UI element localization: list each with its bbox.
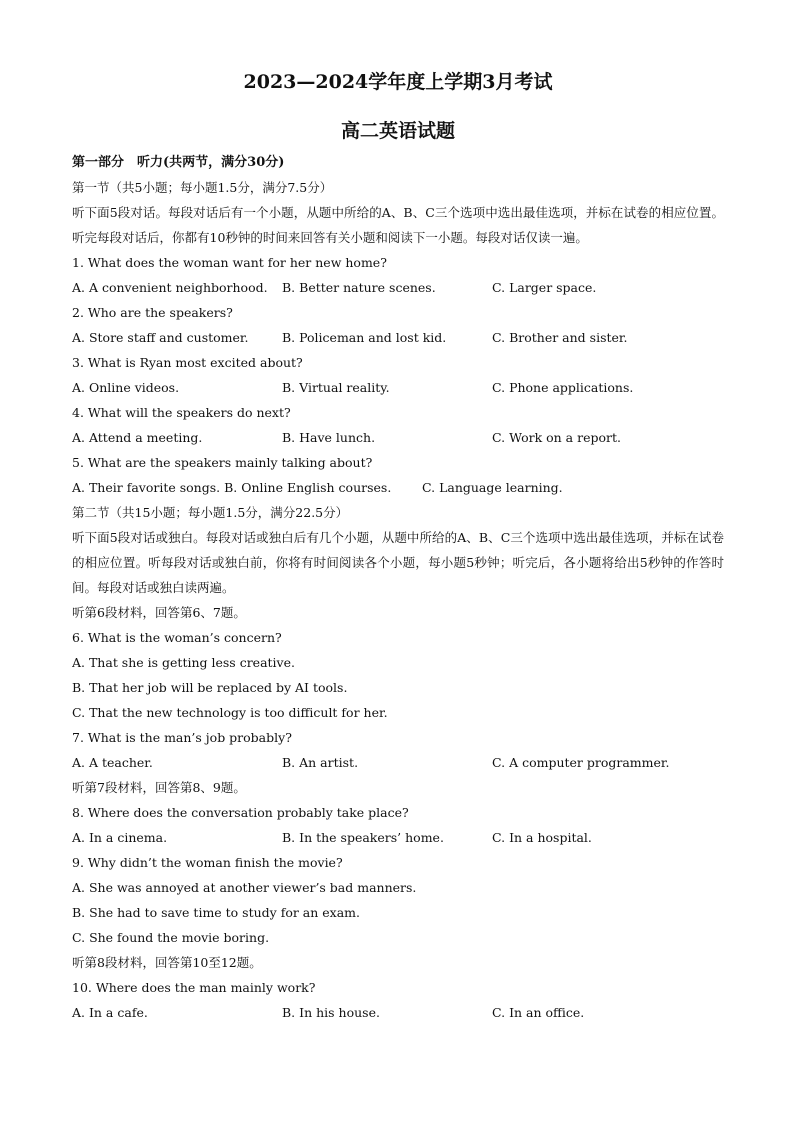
option-b: B. An artist.: [282, 755, 359, 770]
option-a: A. In a cafe.: [72, 1005, 148, 1020]
option-c: C. Larger space.: [492, 280, 597, 295]
option-a: A. A teacher.: [72, 755, 153, 770]
question-8-options: [72, 825, 724, 850]
option-a: A. Attend a meeting.: [72, 430, 203, 445]
option-b: B. Better nature scenes.: [282, 280, 436, 295]
option-b: B. In the speakers’ home.: [282, 830, 444, 845]
option-b: B. She had to save time to study for an exam.: [72, 905, 361, 920]
section2-heading: 第二节（共15小题；每小题1.5分，满分22.5分）: [72, 505, 349, 520]
option-c: C. Brother and sister.: [492, 330, 628, 345]
question-10: 10. Where does the man mainly work?: [72, 980, 316, 995]
question-4: 4. What will the speakers do next?: [72, 405, 291, 420]
question-7-options: [72, 750, 724, 775]
option-c: C. Phone applications.: [492, 380, 634, 395]
question-3: 3. What is Ryan most excited about?: [72, 355, 303, 370]
option-b: B. That her job will be replaced by AI tools.: [72, 680, 348, 695]
question-1-options: [72, 275, 724, 300]
option-c: C. Work on a report.: [492, 430, 621, 445]
section1-instructions: 听下面5段对话。每段对话后有一个小题，从题中所给的A、B、C三个选项中选出最佳选项，并标在试卷的相应位置。听完每段对话后，你都有10秒钟的时间来回答有关小题和阅读下一小题。每段对话仅读一遍。: [72, 205, 724, 245]
option-b: B. In his house.: [282, 1005, 380, 1020]
question-10-options: [72, 1000, 724, 1025]
question-8: 8. Where does the conversation probably take place?: [72, 805, 409, 820]
option-a: A. Store staff and customer.: [72, 330, 249, 345]
option-a: A. A convenient neighborhood.: [72, 280, 268, 295]
material-7-label: 听第7段材料，回答第8、9题。: [72, 780, 246, 795]
option-b: B. Virtual reality.: [282, 380, 390, 395]
section1-heading: 第一节（共5小题；每小题1.5分，满分7.5分）: [72, 180, 333, 195]
question-1: 1. What does the woman want for her new home?: [72, 255, 387, 270]
question-5-options: [72, 475, 724, 500]
question-5: 5. What are the speakers mainly talking about?: [72, 455, 373, 470]
exam-title: 2023—2024学年度上学期3月考试: [243, 71, 553, 93]
option-c: C. A computer programmer.: [492, 755, 670, 770]
option-c: C. In a hospital.: [492, 830, 592, 845]
option-a: A. In a cinema.: [72, 830, 168, 845]
option-b: B. Have lunch.: [282, 430, 376, 445]
option-b: B. Policeman and lost kid.: [282, 330, 447, 345]
option-c: C. That the new technology is too difficult for her.: [72, 705, 388, 720]
question-9: 9. Why didn’t the woman finish the movie?: [72, 855, 343, 870]
option-c: C. Language learning.: [422, 480, 563, 495]
section2-instructions: 听下面5段对话或独白。每段对话或独白后有几个小题，从题中所给的A、B、C三个选项中选出最佳选项，并标在试卷的相应位置。听每段对话或独白前，你将有时间阅读各个小题，每小题5秒钟；听完后，各小题将给出5秒钟的作答时间。每段对话或独白读两遍。: [72, 530, 724, 595]
option-a: A. That she is getting less creative.: [72, 655, 295, 670]
material-8-label: 听第8段材料，回答第10至12题。: [72, 955, 262, 970]
option-a-b: A. Their favorite songs. B. Online English courses.: [72, 480, 392, 495]
question-2: 2. Who are the speakers?: [72, 305, 233, 320]
option-c: C. She found the movie boring.: [72, 930, 270, 945]
part1-heading: 第一部分 听力(共两节，满分30分): [72, 155, 285, 170]
option-a: A. She was annoyed at another viewer’s bad manners.: [72, 880, 417, 895]
question-7: 7. What is the man’s job probably?: [72, 730, 292, 745]
question-4-options: [72, 425, 724, 450]
question-6: 6. What is the woman’s concern?: [72, 630, 282, 645]
exam-subtitle: 高二英语试题: [340, 120, 455, 142]
option-a: A. Online videos.: [72, 380, 180, 395]
option-c: C. In an office.: [492, 1005, 585, 1020]
question-3-options: [72, 375, 724, 400]
exam-page: [72, 66, 724, 1025]
question-2-options: [72, 325, 724, 350]
material-6-label: 听第6段材料，回答第6、7题。: [72, 605, 246, 620]
